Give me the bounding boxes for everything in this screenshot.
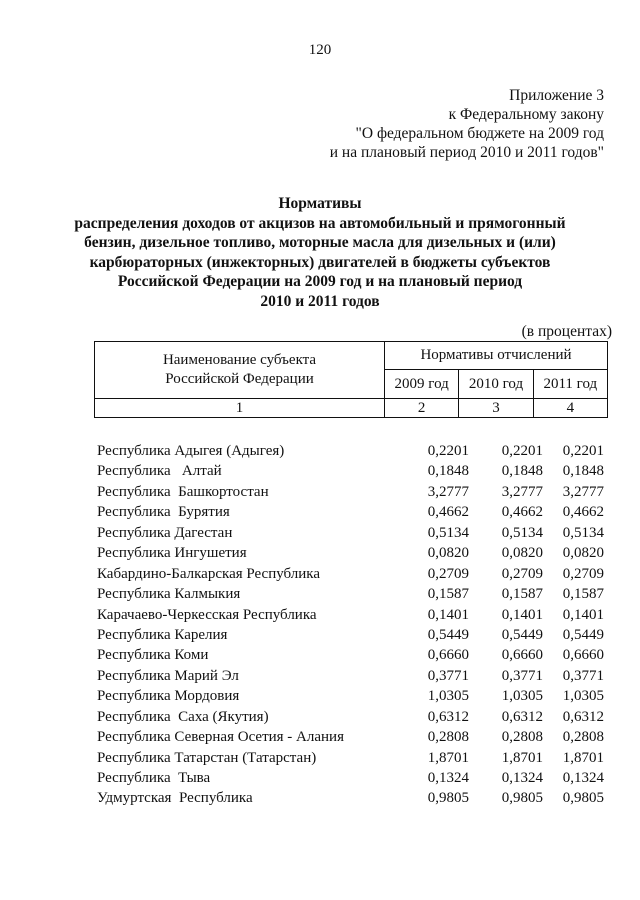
title-line: Нормативы [278, 195, 362, 212]
table-body [97, 441, 609, 809]
value-2009: 0,2709 [427, 565, 469, 582]
table-row [97, 482, 609, 502]
header-line: Наименование субъекта [162, 352, 317, 368]
value-2009: 0,3771 [427, 667, 469, 684]
table-row [97, 727, 609, 747]
table-row [97, 502, 609, 522]
table-row [97, 564, 609, 584]
table-row [97, 748, 609, 768]
value-2010: 1,8701 [501, 749, 543, 766]
table-row [97, 461, 609, 481]
table-row [97, 584, 609, 604]
value-2010: 0,1587 [501, 586, 543, 603]
value-2011: 0,0820 [562, 545, 604, 562]
appendix-line: "О федеральном бюджете на 2009 год [355, 125, 604, 142]
value-2011: 0,1848 [562, 463, 604, 480]
value-2011: 0,5449 [562, 626, 604, 643]
table-row [97, 625, 609, 645]
value-2009: 0,1401 [427, 606, 469, 623]
title-line: распределения доходов от акцизов на автомобильный и прямогонный [74, 214, 566, 232]
value-2010: 0,4662 [501, 504, 543, 521]
column-header-2010: 2010 год [459, 370, 533, 399]
region-name: Республика Бурятия [97, 504, 230, 521]
document-title [40, 194, 600, 311]
value-2009: 3,2777 [427, 483, 469, 500]
region-name: Республика Северная Осетия - Алания [97, 729, 344, 746]
appendix-reference [330, 86, 604, 162]
value-2009: 0,9805 [427, 790, 469, 807]
region-name: Кабардино-Балкарская Республика [97, 565, 321, 582]
title-line: бензин, дизельное топливо, моторные масла для дизельных и (или) [84, 234, 556, 251]
column-header-2009: 2009 год [385, 370, 459, 399]
value-2009: 0,6660 [427, 647, 469, 664]
value-2009: 0,5134 [427, 524, 469, 541]
value-2009: 1,0305 [427, 688, 469, 705]
column-number: 2 [385, 399, 459, 418]
column-header-region [95, 342, 385, 399]
header-line: Российской Федерации [165, 371, 314, 387]
value-2011: 0,6312 [562, 708, 604, 725]
value-2009: 0,6312 [427, 708, 469, 725]
title-line: 2010 и 2011 годов [260, 292, 380, 310]
title-line: Российской Федерации на 2009 год и на плановый период [117, 273, 523, 290]
value-2011: 0,1401 [562, 606, 604, 623]
value-2010: 0,2808 [501, 729, 543, 746]
value-2009: 1,8701 [427, 749, 469, 766]
table-row [97, 441, 609, 461]
value-2011: 0,9805 [562, 790, 604, 807]
value-2011: 0,4662 [562, 504, 604, 521]
column-header-2011: 2011 год [533, 370, 607, 399]
region-name: Республика Тыва [97, 770, 211, 786]
page-number: 120 [308, 42, 332, 58]
appendix-line: Приложение 3 [509, 87, 604, 104]
region-name: Республика Башкортостан [97, 483, 269, 500]
value-2010: 0,1324 [501, 770, 543, 786]
region-name: Республика Алтай [97, 463, 222, 480]
table-row [97, 523, 609, 543]
value-2010: 0,2709 [501, 565, 543, 582]
value-2009: 0,5449 [427, 626, 469, 643]
value-2011: 0,5134 [562, 524, 604, 541]
value-2011: 0,1324 [562, 770, 604, 786]
value-2010: 0,1401 [501, 606, 543, 623]
value-2010: 0,1848 [501, 463, 543, 480]
value-2010: 0,5134 [501, 524, 543, 541]
region-name: Республика Калмыкия [97, 586, 241, 603]
value-2010: 0,6660 [501, 647, 543, 664]
table-row [97, 605, 609, 625]
table-row [97, 645, 609, 665]
value-2010: 0,9805 [501, 790, 543, 807]
value-2011: 0,3771 [562, 667, 604, 684]
value-2010: 0,5449 [501, 626, 543, 643]
region-name: Республика Мордовия [97, 688, 240, 705]
value-2011: 0,2808 [562, 729, 604, 746]
value-2010: 0,6312 [501, 708, 543, 725]
title-line: карбюраторных (инжекторных) двигателей в бюджеты субъектов [89, 253, 551, 271]
value-2010: 0,2201 [501, 443, 543, 459]
table-row [97, 768, 609, 788]
value-2009: 0,2201 [427, 443, 469, 459]
region-name: Республика Марий Эл [97, 667, 239, 684]
value-2010: 0,3771 [501, 667, 543, 684]
table-row [97, 543, 609, 563]
region-name: Удмуртская Республика [97, 790, 253, 807]
region-name: Республика Ингушетия [97, 545, 247, 562]
value-2010: 3,2777 [501, 483, 543, 500]
region-name: Республика Татарстан (Татарстан) [97, 749, 317, 766]
region-name: Республика Адыгея (Адыгея) [97, 443, 285, 459]
appendix-line: и на плановый период 2010 и 2011 годов" [329, 144, 604, 161]
value-2011: 0,2201 [562, 443, 604, 459]
table-row [97, 788, 609, 808]
value-2009: 0,1848 [427, 463, 469, 480]
value-2011: 0,2709 [562, 565, 604, 582]
value-2010: 0,0820 [501, 545, 543, 562]
appendix-line: к Федеральному закону [448, 106, 604, 123]
value-2011: 1,8701 [562, 749, 604, 766]
value-2011: 1,0305 [562, 688, 604, 705]
column-number: 4 [533, 399, 607, 418]
region-name: Республика Саха (Якутия) [97, 708, 269, 725]
region-name: Республика Карелия [97, 626, 228, 643]
table-row [97, 686, 609, 706]
value-2009: 0,0820 [427, 545, 469, 562]
value-2009: 0,4662 [427, 504, 469, 521]
value-2011: 0,6660 [562, 647, 604, 664]
value-2011: 3,2777 [562, 483, 604, 500]
value-2009: 0,1587 [427, 586, 469, 603]
table-header [94, 341, 608, 418]
region-name: Республика Коми [97, 647, 209, 664]
column-number: 1 [95, 399, 385, 418]
region-name: Республика Дагестан [97, 524, 233, 541]
region-name: Карачаево-Черкесская Республика [97, 606, 317, 623]
units-note: (в процентах) [521, 323, 612, 340]
table-row [97, 707, 609, 727]
value-2009: 0,2808 [427, 729, 469, 746]
value-2010: 1,0305 [501, 688, 543, 705]
value-2009: 0,1324 [427, 770, 469, 786]
column-header-norms: Нормативы отчислений [385, 342, 608, 370]
table-row [97, 666, 609, 686]
column-number: 3 [459, 399, 533, 418]
value-2011: 0,1587 [562, 586, 604, 603]
